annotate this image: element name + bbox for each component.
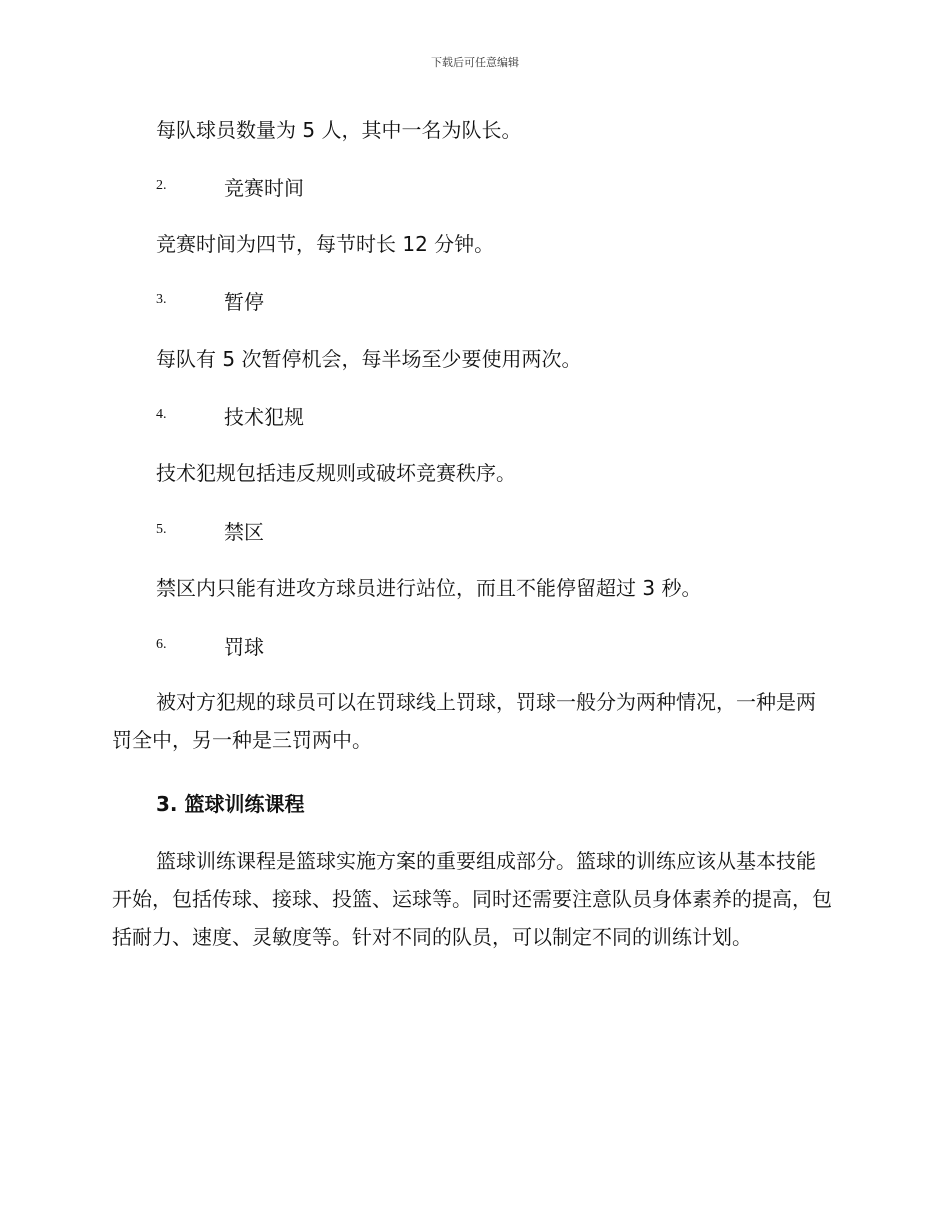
list-item-game-time	[156, 171, 304, 201]
list-item-number: 6.	[156, 637, 167, 652]
paragraph-free-throw: 被对方犯规的球员可以在罚球线上罚球，罚球一般分为两种情况，一种是两罚全中，另一种是三罚两中。	[112, 690, 816, 752]
list-item-title: 竞赛时间	[224, 175, 304, 200]
list-item-timeout	[156, 285, 264, 315]
list-item-number: 3.	[156, 292, 167, 307]
paragraph-timeout: 每队有 5 次暂停机会，每半场至少要使用两次。	[156, 347, 582, 371]
list-item-title: 暂停	[224, 289, 264, 314]
list-item-number: 5.	[156, 522, 167, 537]
paragraph-technical-foul: 技术犯规包括违反规则或破坏竞赛秩序。	[156, 461, 516, 485]
page-header: 下载后可任意编辑	[431, 56, 519, 69]
list-item-technical-foul	[156, 400, 304, 430]
list-item-free-throw	[156, 630, 264, 660]
paragraph-restricted-area: 禁区内只能有进攻方球员进行站位，而且不能停留超过 3 秒。	[156, 576, 702, 600]
list-item-title: 罚球	[224, 634, 264, 659]
list-item-number: 4.	[156, 407, 167, 422]
paragraph-team-size: 每队球员数量为 5 人，其中一名为队长。	[156, 118, 522, 142]
paragraph-game-time: 竞赛时间为四节，每节时长 12 分钟。	[156, 232, 495, 256]
section-heading-training: 3. 篮球训练课程	[156, 792, 305, 816]
list-item-restricted-area	[156, 515, 264, 545]
paragraph-training: 篮球训练课程是篮球实施方案的重要组成部分。篮球的训练应该从基本技能开始，包括传球、接球、投篮、运球等。同时还需要注意队员身体素养的提高，包括耐力、速度、灵敏度等。针对不同的队员，可以制定不同的训练计划。	[112, 849, 832, 949]
list-item-number: 2.	[156, 178, 167, 193]
list-item-title: 技术犯规	[224, 404, 304, 429]
list-item-title: 禁区	[224, 519, 264, 544]
